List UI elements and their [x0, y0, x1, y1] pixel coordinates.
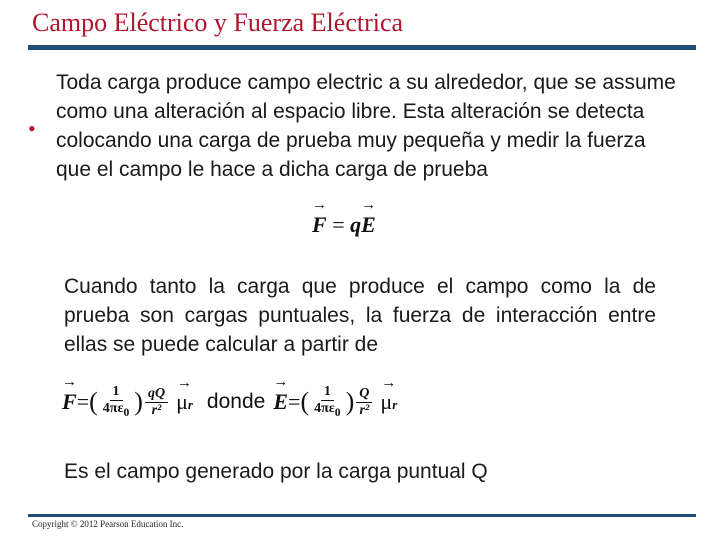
slide-title: Campo Eléctrico y Fuerza Eléctrica — [32, 8, 404, 37]
fraction-numerator: 1 — [110, 384, 123, 401]
field-vector-symbol: → E — [273, 389, 288, 415]
denominator-text: 4πε — [314, 401, 335, 416]
coulomb-constant-fraction — [311, 384, 343, 421]
paragraph-point-charges: Cuando tanto la carga que produce el campo como la de prueba son cargas puntuales, la fuerza de interacción entre ellas se puede calcular a partir de — [64, 275, 656, 356]
equals-sign: = — [326, 212, 351, 237]
field-vector-symbol: → E — [361, 212, 376, 238]
denominator-text: 4πε — [102, 401, 124, 416]
force-vector-symbol: → F — [312, 212, 327, 238]
footer-rule — [28, 514, 696, 517]
charge-symbol: q — [350, 212, 362, 237]
fraction-denominator — [100, 401, 132, 421]
open-paren: ( — [89, 387, 98, 417]
force-vector-symbol: → F — [62, 389, 77, 415]
close-paren: ) — [134, 387, 143, 417]
equals-sign: = — [76, 389, 90, 415]
unit-vector-symbol — [380, 389, 397, 415]
donde-word: donde — [206, 390, 266, 414]
equation-force-field — [312, 212, 376, 238]
epsilon-subscript: 0 — [123, 405, 130, 419]
open-paren: ( — [300, 387, 310, 417]
copyright-notice: Copyright © 2012 Pearson Education Inc. — [32, 519, 184, 529]
mu-subscript: r — [187, 397, 193, 413]
mu-letter: μ — [176, 389, 188, 415]
equation-coulomb — [62, 384, 403, 421]
paragraph-field-definition: Es el campo generado por la carga puntual Q — [64, 460, 488, 483]
title-underline — [28, 45, 696, 50]
coulomb-constant-fraction — [100, 384, 132, 421]
fraction-denominator — [311, 401, 343, 421]
mu-subscript: r — [392, 397, 398, 413]
source-charge-fraction — [356, 386, 372, 419]
fraction-numerator: Q — [356, 386, 372, 403]
epsilon-subscript: 0 — [334, 405, 341, 419]
fraction-numerator: 1 — [321, 384, 334, 401]
fraction-denominator: r² — [151, 402, 162, 418]
fraction-denominator: r² — [359, 402, 370, 418]
paragraph-field-intro: Toda carga produce campo electric a su alrededor, que se assume como una alteración al espacio libre. Esta alteración se detecta colocando una carga de prueba muy pequeña y medir la fuerza que el campo le hace a dicha carga de prueba — [56, 71, 676, 181]
unit-vector-symbol — [176, 389, 193, 415]
bullet-marker: • — [28, 116, 36, 141]
charge-product-fraction — [145, 386, 168, 419]
fraction-numerator: qQ — [145, 386, 168, 403]
close-paren: ) — [345, 387, 355, 417]
mu-letter: μ — [380, 389, 393, 415]
equals-sign: = — [288, 389, 301, 415]
